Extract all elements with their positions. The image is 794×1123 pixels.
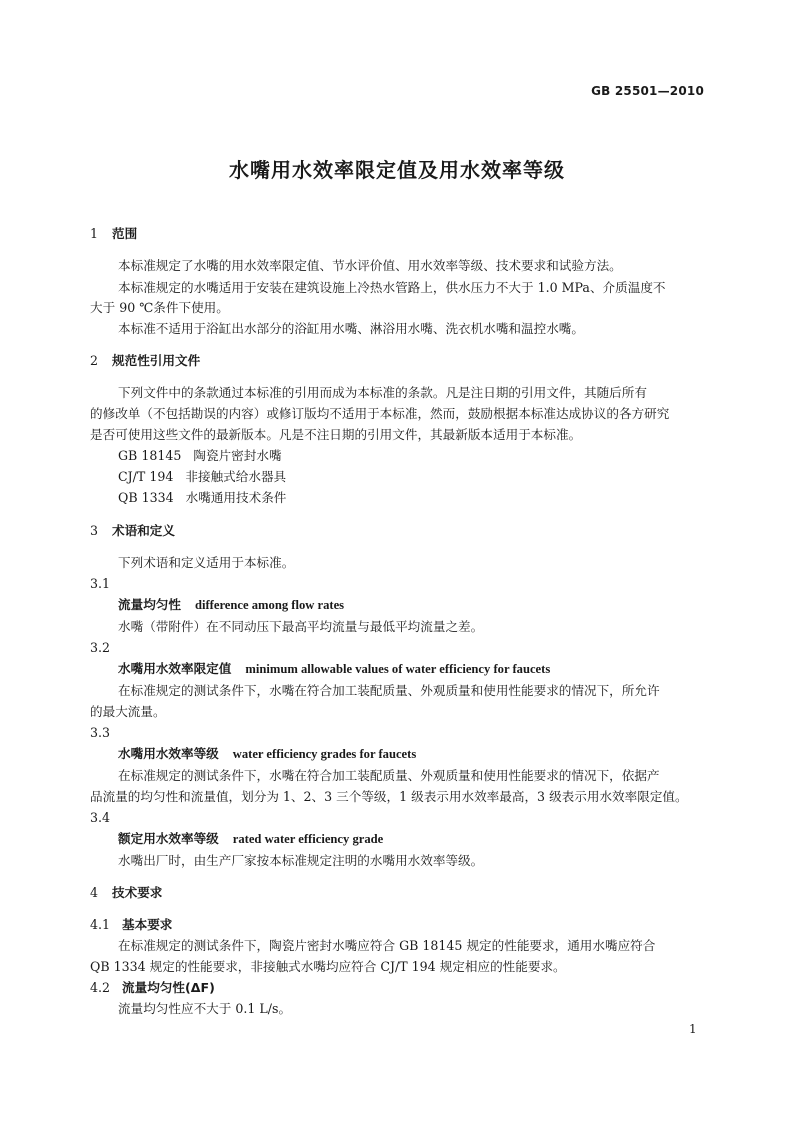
subsection-number: 4.1 xyxy=(90,917,111,932)
reference-item xyxy=(118,469,734,485)
subsection-title: 基本要求 xyxy=(122,917,173,932)
paragraph-line: 是否可使用这些文件的最新版本。凡是不注日期的引用文件，其最新版本适用于本标准。 xyxy=(90,427,582,442)
section-title: 范围 xyxy=(112,226,138,241)
term-number: 3.2 xyxy=(90,640,111,655)
subsection-number: 4.2 xyxy=(90,980,111,995)
term-heading xyxy=(118,661,734,677)
term-en: rated water efficiency grade xyxy=(232,832,384,846)
reference-title: 水嘴通用技术条件 xyxy=(185,490,287,505)
subsection-4-1-heading xyxy=(90,917,706,933)
section-1-heading xyxy=(90,226,706,242)
term-number: 3.3 xyxy=(90,725,111,740)
term-definition: 在标准规定的测试条件下，水嘴在符合加工装配质量、外观质量和使用性能要求的情况下，依据产 xyxy=(118,768,660,783)
term-cn: 水嘴用水效率限定值 xyxy=(118,661,232,676)
paragraph: 下列术语和定义适用于本标准。 xyxy=(118,555,295,570)
term-cn: 水嘴用水效率等级 xyxy=(118,746,219,761)
subsection-title: 流量均匀性(ΔF) xyxy=(122,980,215,995)
reference-title: 非接触式给水器具 xyxy=(185,469,287,484)
term-cn: 额定用水效率等级 xyxy=(118,831,219,846)
reference-code: CJ/T 194 xyxy=(118,469,174,484)
reference-item xyxy=(118,490,734,506)
reference-code: QB 1334 xyxy=(118,490,174,505)
term-definition: 品流量的均匀性和流量值，划分为 1、2、3 三个等级，1 级表示用水效率最高，3 级表示用水效率限定值。 xyxy=(90,789,688,804)
paragraph-line: 下列文件中的条款通过本标准的引用而成为本标准的条款。凡是注日期的引用文件，其随后所有 xyxy=(118,385,647,400)
section-number: 2 xyxy=(90,353,99,368)
section-title: 技术要求 xyxy=(112,885,163,900)
section-title: 规范性引用文件 xyxy=(112,353,201,368)
subsection-4-2-heading xyxy=(90,980,706,996)
paragraph: 本标准规定了水嘴的用水效率限定值、节水评价值、用水效率等级、技术要求和试验方法。 xyxy=(118,258,622,273)
term-heading xyxy=(118,597,734,613)
paragraph-line: 流量均匀性应不大于 0.1 L/s。 xyxy=(118,1001,292,1016)
document-title: 水嘴用水效率限定值及用水效率等级 xyxy=(229,158,565,182)
term-number: 3.4 xyxy=(90,810,111,825)
section-2-heading xyxy=(90,353,706,369)
term-definition: 水嘴（带附件）在不同动压下最高平均流量与最低平均流量之差。 xyxy=(118,619,484,634)
paragraph-line: 在标准规定的测试条件下，陶瓷片密封水嘴应符合 GB 18145 规定的性能要求，通用水嘴应符合 xyxy=(118,938,656,953)
term-en: minimum allowable values of water efficiency for faucets xyxy=(245,662,551,676)
reference-code: GB 18145 xyxy=(118,448,182,463)
section-number: 1 xyxy=(90,226,99,241)
term-definition: 的最大流量。 xyxy=(90,704,166,719)
term-en: water efficiency grades for faucets xyxy=(232,747,417,761)
term-heading xyxy=(118,831,734,847)
section-4-heading xyxy=(90,885,706,901)
section-title: 术语和定义 xyxy=(112,523,175,538)
paragraph-line: 本标准规定的水嘴适用于安装在建筑设施上冷热水管路上，供水压力不大于 1.0 MPa、介质温度不 xyxy=(118,280,666,295)
section-3-heading xyxy=(90,523,706,539)
term-en: difference among flow rates xyxy=(194,598,345,612)
term-cn: 流量均匀性 xyxy=(118,597,181,612)
standard-code-header: GB 25501—2010 xyxy=(591,84,704,98)
term-number: 3.1 xyxy=(90,576,111,591)
paragraph-line: 的修改单（不包括勘误的内容）或修订版均不适用于本标准，然而，鼓励根据本标准达成协议的各方研究 xyxy=(90,406,670,421)
reference-item xyxy=(118,448,734,464)
term-heading xyxy=(118,746,734,762)
paragraph: 本标准不适用于浴缸出水部分的浴缸用水嘴、淋浴用水嘴、洗衣机水嘴和温控水嘴。 xyxy=(118,321,584,336)
term-definition: 在标准规定的测试条件下，水嘴在符合加工装配质量、外观质量和使用性能要求的情况下，所允许 xyxy=(118,683,660,698)
section-number: 3 xyxy=(90,523,99,538)
reference-title: 陶瓷片密封水嘴 xyxy=(193,448,282,463)
section-number: 4 xyxy=(90,885,99,900)
page-number: 1 xyxy=(689,1022,697,1036)
paragraph-line: 大于 90 ℃条件下使用。 xyxy=(90,300,229,315)
term-definition: 水嘴出厂时，由生产厂家按本标准规定注明的水嘴用水效率等级。 xyxy=(118,853,484,868)
paragraph-line: QB 1334 规定的性能要求，非接触式水嘴均应符合 CJ/T 194 规定相应的性能要求。 xyxy=(90,959,566,974)
